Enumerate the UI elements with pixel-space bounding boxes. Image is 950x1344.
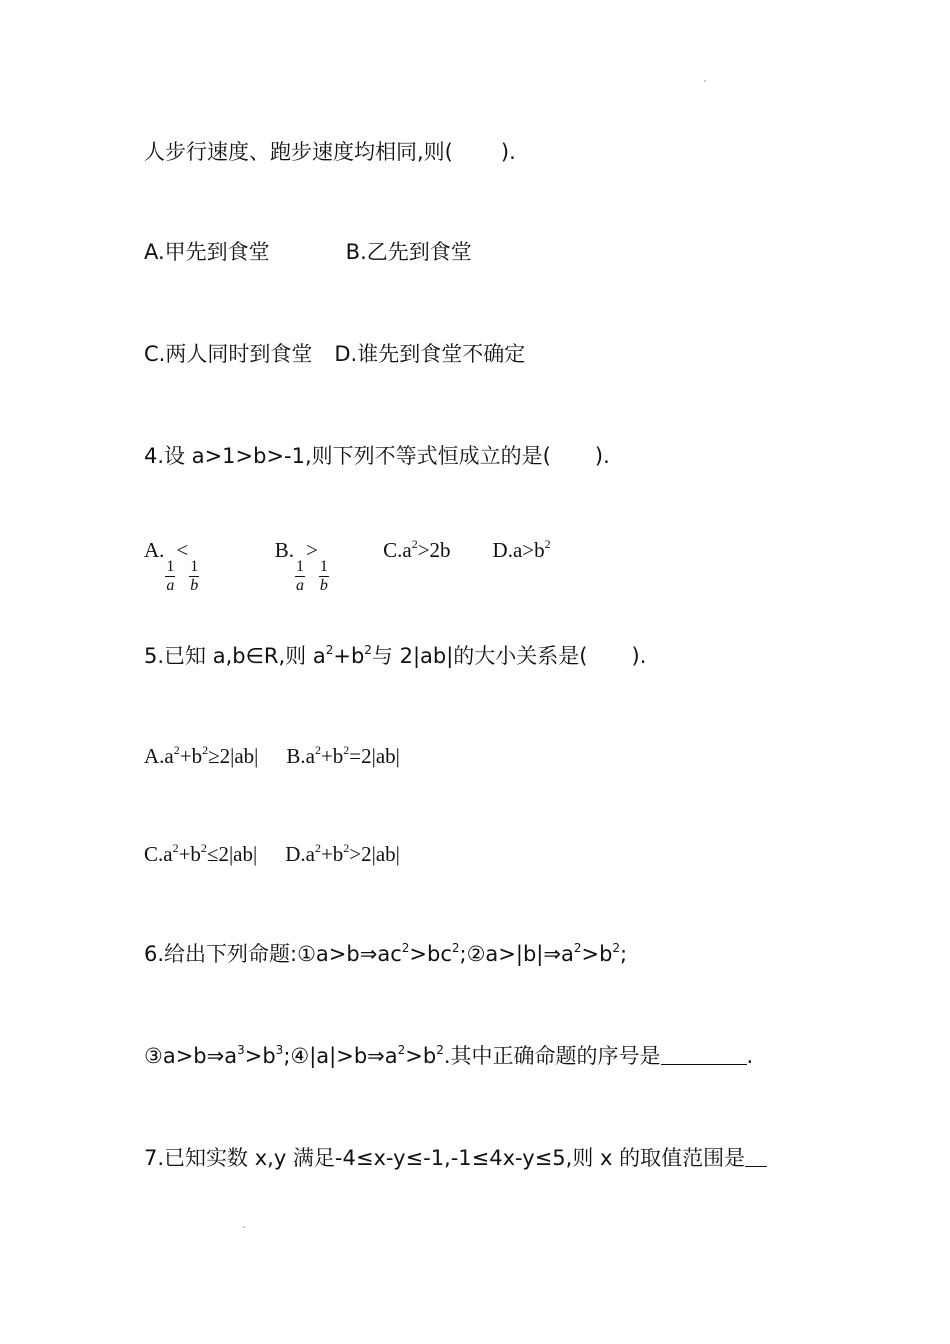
q4-option-b-frac1 xyxy=(295,558,305,595)
q7-stem-text: 7.已知实数 x,y 满足-4≤x-y≤-1,-1≤4x-y≤5,则 x 的取值范围是 xyxy=(144,1146,746,1170)
q6-line-1 xyxy=(144,940,627,968)
q4-option-c xyxy=(383,538,450,562)
q7-line xyxy=(144,1144,767,1172)
q4-option-b-label: B. xyxy=(274,538,295,562)
frac-numerator: 1 xyxy=(190,558,199,575)
q5-stem-part: 5.已知 a,b∈R,则 a xyxy=(144,644,326,668)
option-text: +b xyxy=(178,842,201,866)
q3-stem-close: ). xyxy=(500,140,516,164)
q5-stem-line xyxy=(144,642,646,670)
option-text: +b xyxy=(320,842,344,866)
q4-option-a-frac2 xyxy=(189,558,199,595)
frac-denominator: a xyxy=(166,577,175,594)
frac-numerator: 1 xyxy=(296,558,305,575)
q6-exponent: 2 xyxy=(397,1043,406,1057)
q4-options xyxy=(144,536,551,595)
q4-stem-close: ). xyxy=(594,444,610,468)
q5-option-d xyxy=(285,842,400,866)
frac-numerator: 1 xyxy=(166,558,175,575)
q4-option-a xyxy=(144,538,206,594)
q3-options-ab xyxy=(144,238,472,266)
frac-numerator: 1 xyxy=(319,558,328,575)
option-exponent: 2 xyxy=(343,841,350,855)
option-text: +b xyxy=(179,744,203,768)
q4-option-a-label: A. xyxy=(144,538,165,562)
q6-text: >b xyxy=(244,1044,276,1068)
option-text: A.a xyxy=(144,744,174,768)
q4-option-a-operator: < xyxy=(176,538,189,562)
q6-text: >b xyxy=(405,1044,437,1068)
option-exponent: 2 xyxy=(173,743,180,757)
q5-exponent: 2 xyxy=(325,643,334,657)
option-exponent: 2 xyxy=(202,743,209,757)
q6-text: ;②a>|b|⇒a xyxy=(459,942,574,966)
q5-options-cd xyxy=(144,840,400,868)
q6-text: ; xyxy=(620,942,628,966)
scan-speck xyxy=(243,1226,245,1228)
q6-text: >b xyxy=(581,942,613,966)
q4-option-b xyxy=(270,538,336,594)
q4-option-d xyxy=(493,538,551,562)
option-text: ≤2|ab| xyxy=(206,842,258,866)
q6-answer-blank[interactable] xyxy=(661,1044,747,1065)
q3-option-b: B.乙先到食堂 xyxy=(345,240,472,264)
option-text: B.a xyxy=(286,744,315,768)
q5-stem-part: 与 2|ab|的大小关系是( xyxy=(371,644,588,668)
option-text: +b xyxy=(320,744,344,768)
q6-exponent: 2 xyxy=(612,941,621,955)
q3-options-cd xyxy=(144,340,525,368)
q5-stem-part: +b xyxy=(333,644,365,668)
q4-option-c-rest: >2b xyxy=(417,538,451,562)
q4-stem-text: 4.设 a>1>b>-1,则下列不等式恒成立的是( xyxy=(144,444,551,468)
q4-option-a-frac1 xyxy=(165,558,175,595)
q6-exponent: 2 xyxy=(436,1043,444,1057)
q6-exponent: 2 xyxy=(573,941,582,955)
option-exponent: 2 xyxy=(314,743,321,757)
frac-denominator: b xyxy=(190,577,199,594)
option-text: =2|ab| xyxy=(349,744,400,768)
q6-line-2 xyxy=(144,1042,753,1070)
q4-option-d-exponent: 2 xyxy=(544,537,551,551)
q6-exponent: 2 xyxy=(451,941,460,955)
option-text: ≥2|ab| xyxy=(208,744,259,768)
q6-text: ③a>b⇒a xyxy=(144,1044,238,1068)
q6-exponent: 3 xyxy=(275,1043,284,1057)
q4-option-b-operator: > xyxy=(306,538,318,562)
option-exponent: 2 xyxy=(314,841,321,855)
q4-option-c-exponent: 2 xyxy=(411,537,418,551)
q6-exponent: 2 xyxy=(401,941,410,955)
frac-denominator: a xyxy=(296,577,305,594)
q6-text: >bc xyxy=(409,942,452,966)
q3-option-d: D.谁先到食堂不确定 xyxy=(334,342,526,366)
scan-speck xyxy=(704,80,706,82)
q4-stem-line xyxy=(144,442,610,470)
q5-option-b xyxy=(286,744,400,768)
option-text: C.a xyxy=(144,842,173,866)
q6-text: ;④|a|>b⇒a xyxy=(283,1044,398,1068)
q5-option-a xyxy=(144,744,258,768)
q5-stem-close: ). xyxy=(631,644,647,668)
q5-options-ab xyxy=(144,742,400,770)
q3-option-a: A.甲先到食堂 xyxy=(144,240,270,264)
option-exponent: 2 xyxy=(200,841,207,855)
q5-exponent: 2 xyxy=(364,643,372,657)
q3-option-c: C.两人同时到食堂 xyxy=(144,342,313,366)
q4-option-c-text: C.a xyxy=(383,538,412,562)
q7-answer-blank[interactable] xyxy=(745,1146,767,1167)
option-text: >2|ab| xyxy=(349,842,400,866)
q6-text: . xyxy=(746,1044,754,1068)
option-exponent: 2 xyxy=(343,743,350,757)
q3-stem-line xyxy=(144,138,516,166)
q3-stem-text: 人步行速度、跑步速度均相同,则( xyxy=(144,140,453,164)
q4-option-d-text: D.a>b xyxy=(492,538,545,562)
q6-text: 6.给出下列命题:①a>b⇒ac xyxy=(144,942,402,966)
q5-option-c xyxy=(144,842,257,866)
option-exponent: 2 xyxy=(172,841,179,855)
option-text: D.a xyxy=(285,842,315,866)
q6-exponent: 3 xyxy=(237,1043,245,1057)
frac-denominator: b xyxy=(319,577,328,594)
q6-text: .其中正确命题的序号是 xyxy=(443,1044,661,1068)
q4-option-b-frac2 xyxy=(319,558,329,595)
